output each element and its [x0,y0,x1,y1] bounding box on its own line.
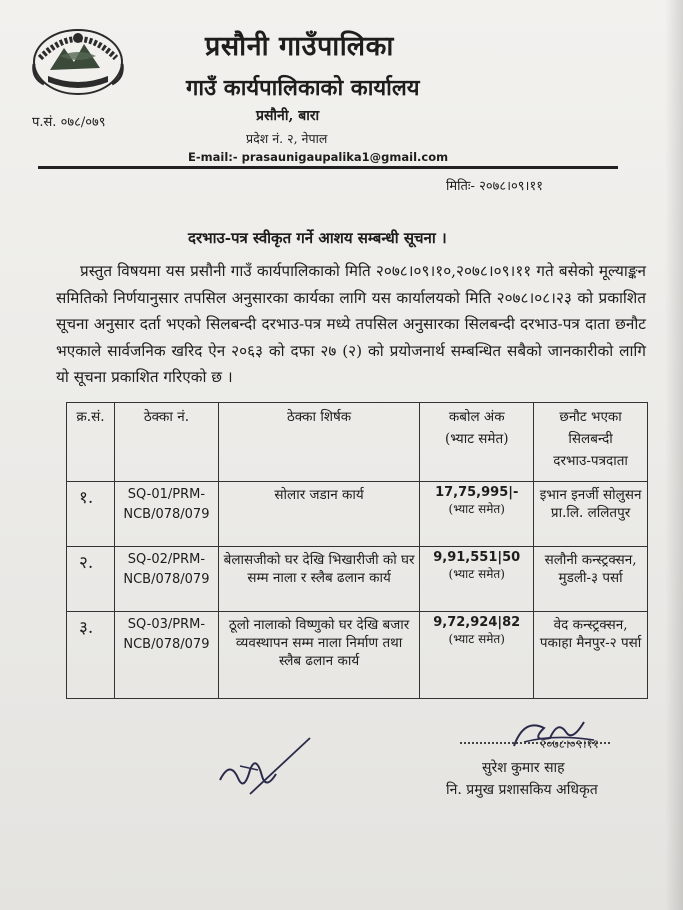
row-amount [420,482,534,547]
amount-vat-note: (भ्याट समेत) [448,632,505,646]
signature-date: २०७८।०९।११ [540,737,600,751]
notice-heading: दरभाउ-पत्र स्वीकृत गर्ने आशय सम्बन्धी सूचना । [188,229,447,247]
row-bidder: इभान इनर्जी सोलुसन प्रा.लि. ललितपुर [534,482,648,547]
row-contract-no [114,482,218,547]
reference-number: प.सं. ०७८/०७९ [32,115,106,130]
notice-body: प्रस्तुत विषयमा यस प्रसौनी गाउँ कार्यपालिकाको मिति २०७८।०९।१०,२०७८।०९।११ गते बसेको मूल्याङ्कन समितिको निर्णयानुसार तपसिल अनुसारका कार्यका लागि यस कार्यालयको मिति २०७८।०८।२३ को प्रकाशित सूचना अनुसार दर्ता भएको सिलबन्दी दरभाउ-पत्र मध्ये तपसिल अनुसारका सिलबन्दी दरभाउ-पत्र दाता छनौट भएकाले सार्वजनिक खरिद ऐन २०६३ को दफा २७ (२) को प्रयोजनार्थ सम्बन्धित सबैको जानकारीको लागि यो सूचना प्रकाशित गरिएको छ । [56,262,646,386]
table-row [67,482,648,547]
row-contract-title: सोलार जडान कार्य [218,482,419,547]
row-contract-no [114,612,218,699]
amount-value: 9,91,551|50 [433,550,521,565]
table-header-row [67,403,648,482]
header-contract-title: ठेक्का शिर्षक [218,403,419,482]
table-row [67,547,648,612]
contract-code-line1: SQ-02/PRM- [127,552,206,567]
office-subtitle: गाउँ कार्यपालिकाको कार्यालय [186,75,420,101]
row-contract-title: बेलासजीको घर देखि भिखारीजी को घर सम्म नाला र स्लैब ढलान कार्य [218,547,419,612]
address-line-2: प्रदेश नं. २, नेपाल [246,131,328,146]
notice-date: मितिः- २०७८।०९।११ [446,179,544,194]
row-amount [420,612,534,699]
nepal-emblem-logo [30,18,126,100]
contract-code-line1: SQ-03/PRM- [127,617,206,632]
initials-signature [210,730,320,810]
contract-code-line2: NCB/078/079 [123,572,210,587]
header-divider [38,166,618,169]
amount-vat-note: (भ्याट समेत) [448,502,505,516]
officer-title: नि. प्रमुख प्रशासकिय अधिकृत [446,782,598,798]
header-bidder-line3: दरभाउ-पत्रदाता [553,453,628,469]
header-amount [420,403,534,482]
contract-code-line2: NCB/078/079 [123,507,210,522]
header-bidder-line2: सिलबन्दी [568,431,613,447]
amount-value: 17,75,995|- [435,485,519,500]
row-bidder: सलौनी कन्स्ट्रक्सन, मुडली-३ पर्सा [534,547,648,612]
office-name: प्रसौनी गाउँपालिका [205,31,394,62]
row-contract-title: ठूलो नालाको विष्णुको घर देखि बजार व्यवस्थापन सम्म नाला निर्माण तथा स्लैब ढलान कार्य [218,612,419,699]
contract-code-line1: SQ-01/PRM- [127,487,206,502]
amount-vat-note: (भ्याट समेत) [448,567,505,581]
header-amount-line1: कबोल अंक [448,409,505,425]
email-address: E-mail:- prasaunigaupalika1@gmail.com [188,150,449,164]
row-sn: ३. [67,612,115,699]
page-shadow [665,0,683,910]
header-contract-no: ठेक्का नं. [114,403,218,482]
officer-name: सुरेश कुमार साह [482,760,565,776]
address-line-1: प्रसौनी, बारा [256,108,320,124]
header-sn: क्र.सं. [67,403,115,482]
row-sn: २. [67,547,115,612]
header-bidder [534,403,648,482]
row-contract-no [114,547,218,612]
contract-code-line2: NCB/078/079 [123,637,210,652]
row-sn: १. [67,482,115,547]
award-table [66,402,648,699]
table-row [67,612,648,699]
row-bidder: वेद कन्स्ट्रक्सन, पकाहा मैनपुर-२ पर्सा [534,612,648,699]
row-amount [420,547,534,612]
amount-value: 9,72,924|82 [433,615,521,630]
header-bidder-line1: छनौट भएका [559,409,622,425]
header-amount-line2: (भ्याट समेत) [445,431,509,447]
